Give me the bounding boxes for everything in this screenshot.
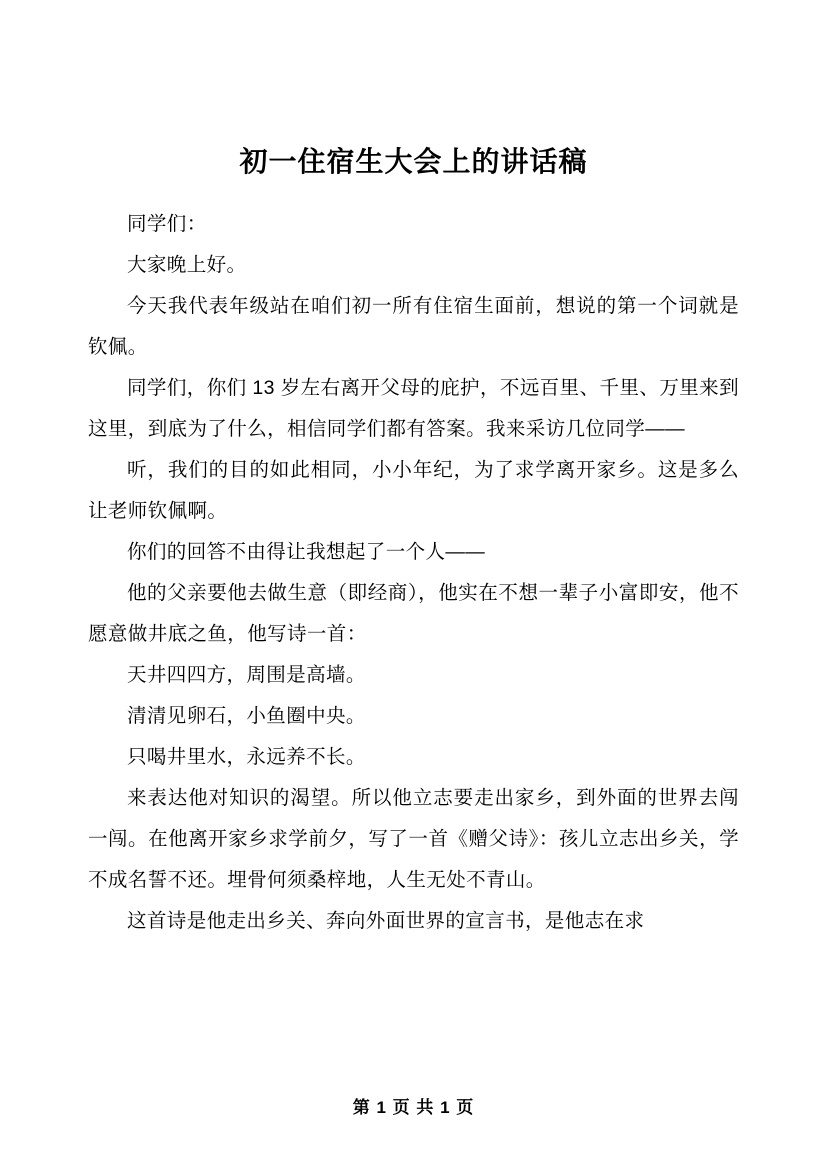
page-footer: 第 1 页 共 1 页 bbox=[352, 1098, 475, 1117]
paragraph: 今天我代表年级站在咱们初一所有住宿生面前，想说的第一个词就是钦佩。 bbox=[88, 295, 739, 358]
paragraph: 清清见卵石，小鱼圈中央。 bbox=[127, 705, 366, 727]
page-title: 初一住宿生大会上的讲话稿 bbox=[239, 146, 588, 177]
paragraph: 大家晚上好。 bbox=[127, 254, 247, 276]
paragraph: 同学们： bbox=[127, 213, 207, 235]
paragraph: 他的父亲要他去做生意（即经商），他实在不想一辈子小富即安，他不愿意做井底之鱼，他写诗一首： bbox=[88, 582, 739, 645]
paragraph: 只喝井里水，永远养不长。 bbox=[127, 746, 366, 768]
paragraph: 天井四四方，周围是高墙。 bbox=[127, 664, 366, 686]
paragraph: 来表达他对知识的渴望。所以他立志要走出家乡，到外面的世界去闯一闯。在他离开家乡求学前夕，写了一首《赠父诗》：孩儿立志出乡关，学不成名誓不还。埋骨何须桑梓地，人生无处不青山。 bbox=[88, 787, 739, 891]
paragraph: 同学们，你们 13 岁左右离开父母的庇护，不远百里、千里、万里来到这里，到底为了什么，相信同学们都有答案。我来采访几位同学—— bbox=[88, 377, 739, 440]
document-body bbox=[88, 204, 739, 942]
paragraph: 听，我们的目的如此相同，小小年纪，为了求学离开家乡。这是多么让老师钦佩啊。 bbox=[88, 459, 739, 522]
paragraph: 你们的回答不由得让我想起了一个人—— bbox=[127, 541, 486, 563]
paragraph: 这首诗是他走出乡关、奔向外面世界的宣言书，是他志在求 bbox=[127, 910, 645, 932]
